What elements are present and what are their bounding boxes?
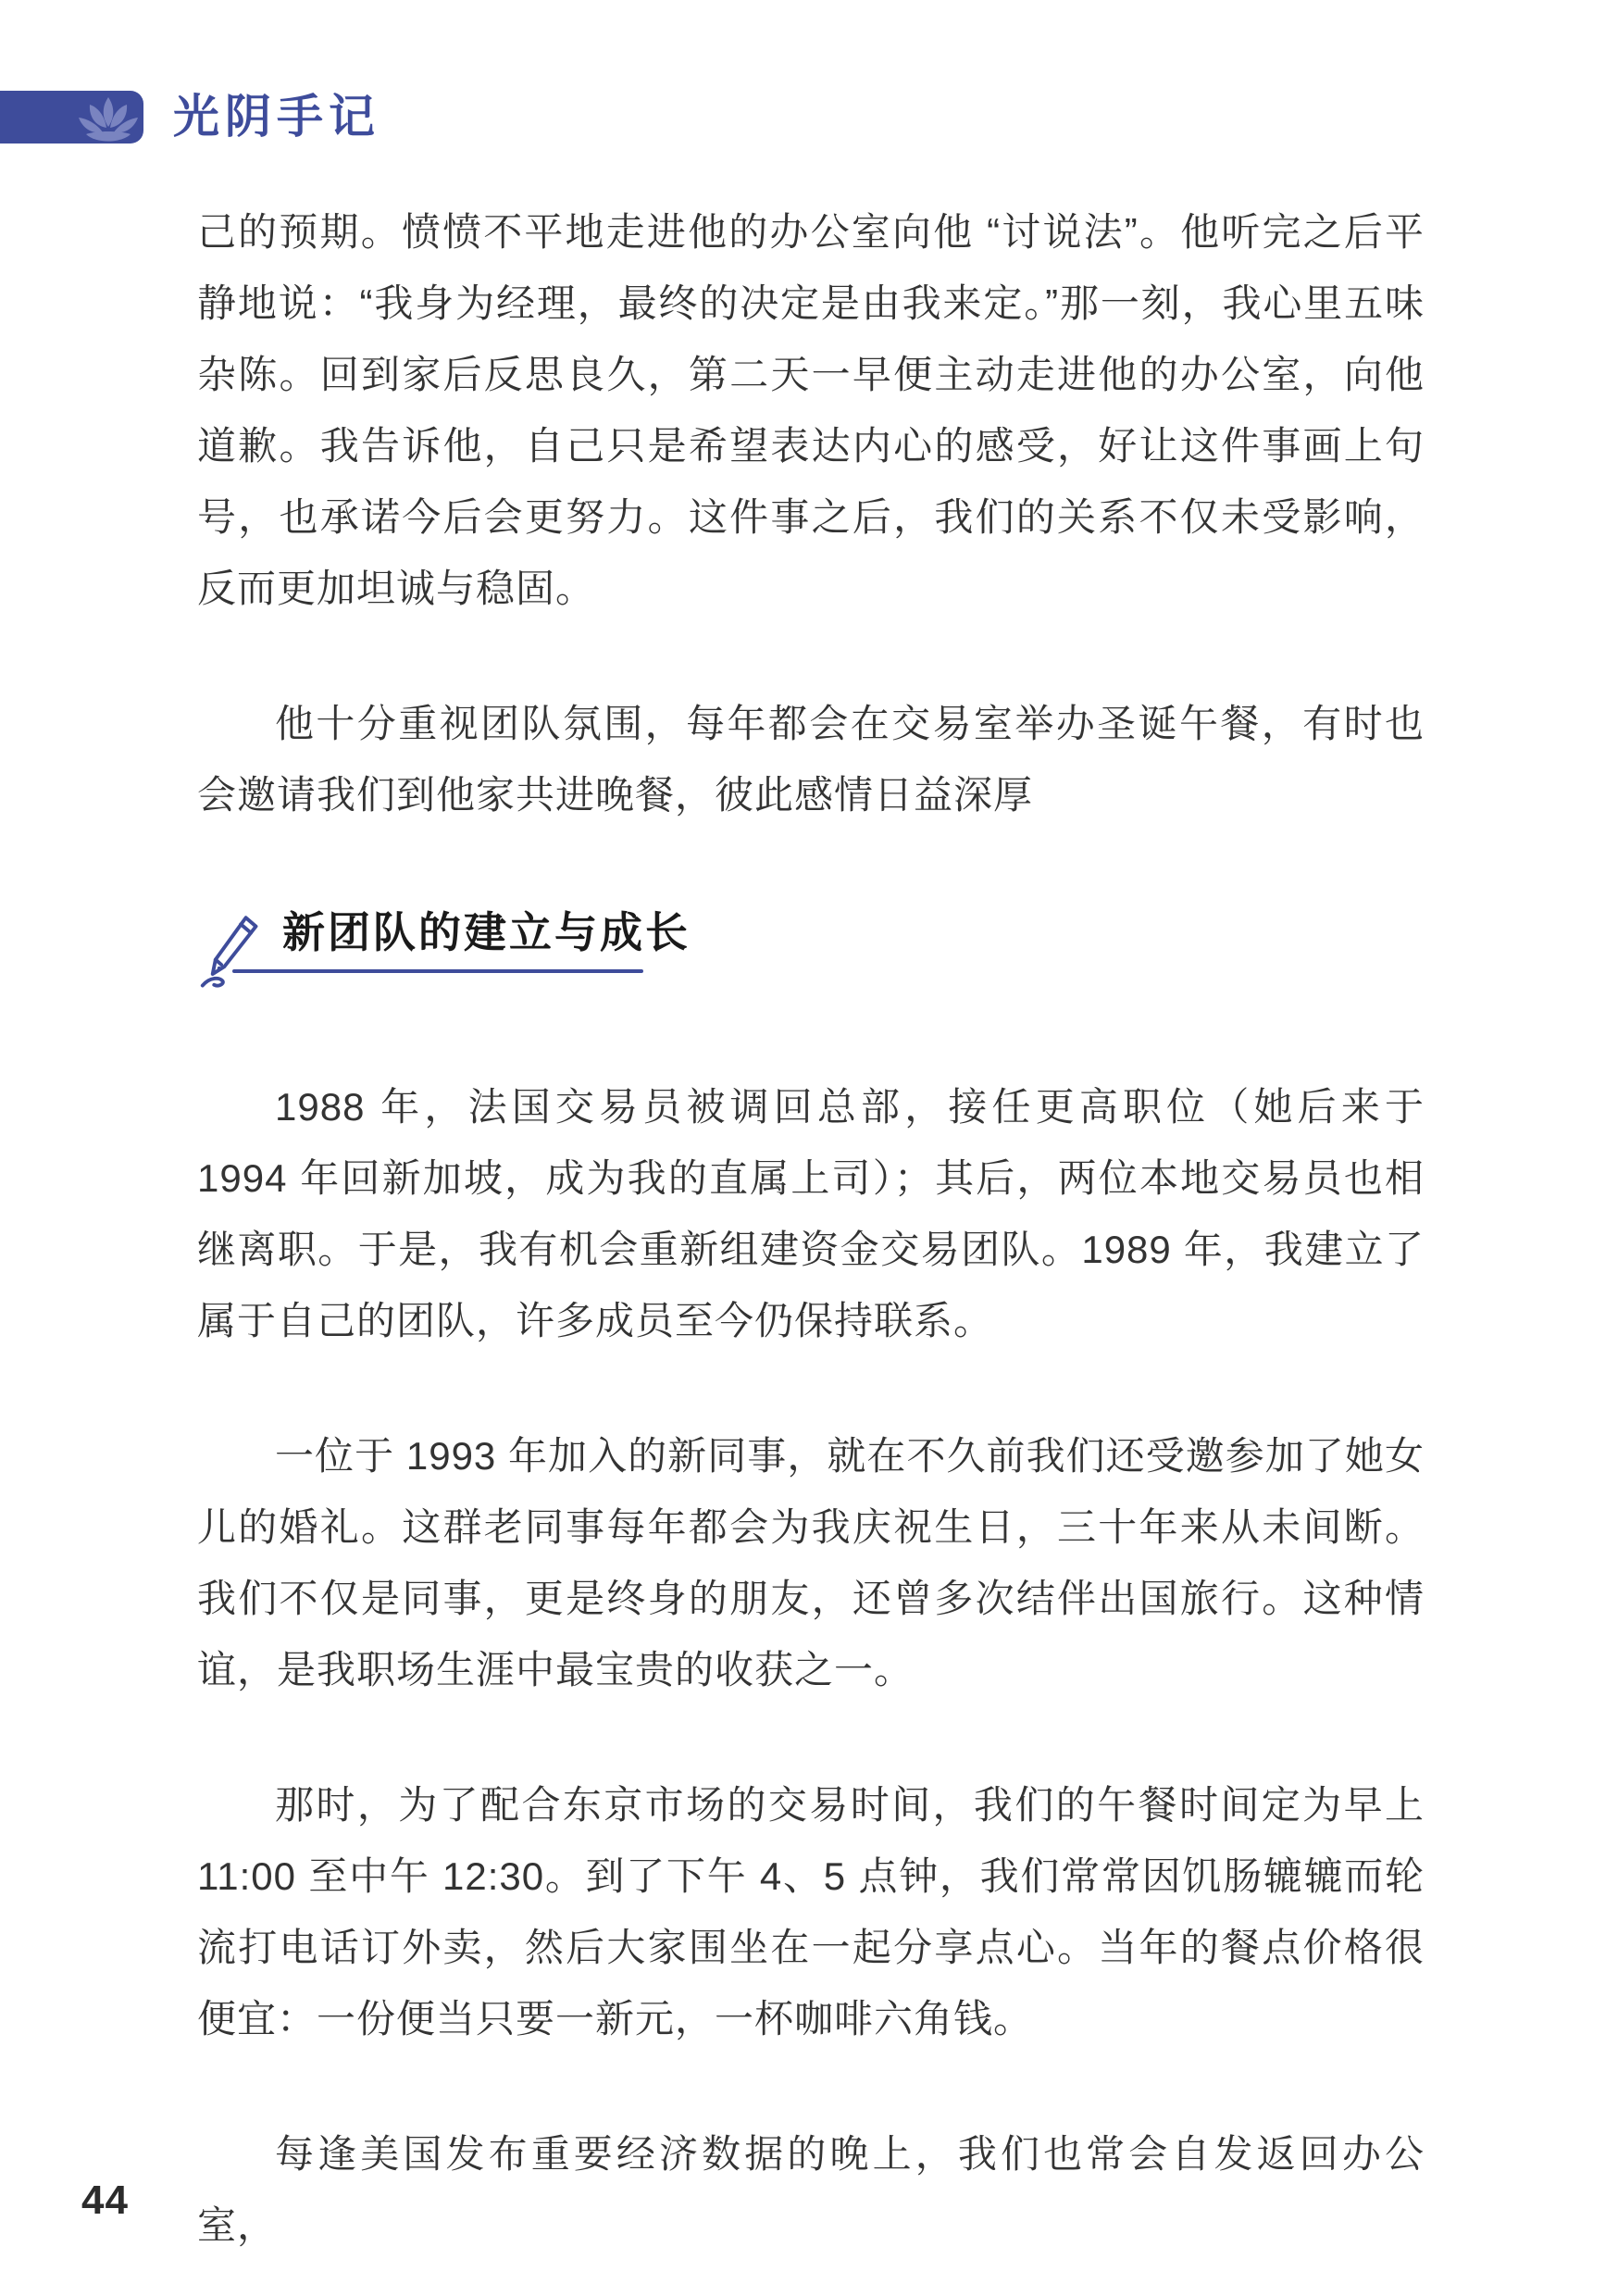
page-title: 光阴手记	[173, 91, 380, 143]
page-number: 44	[81, 2177, 129, 2223]
paragraph: 每逢美国发布重要经济数据的晚上，我们也常会自发返回办公室，	[197, 2132, 1425, 2247]
paragraph: 那时，为了配合东京市场的交易时间，我们的午餐时间定为早上 11:00 至中午 12:30。到了下午 4、5 点钟，我们常常因饥肠辘辘而轮流打电话订外卖，然后大家围坐在一起分享点心。当年的餐点价格很便宜：一份便当只要一新元，一杯咖啡六角钱。	[197, 1783, 1425, 2040]
paragraph: 己的预期。愤愤不平地走进他的办公室向他 “讨说法”。他听完之后平静地说：“我身为经理，最终的决定是由我来定。”那一刻，我心里五味杂陈。回到家后反思良久，第二天一早便主动走进他的办公室，向他道歉。我告诉他，自己只是希望表达内心的感受，好让这件事画上句号，也承诺今后会更努力。这件事之后，我们的关系不仅未受影响，反而更加坦诚与稳固。	[197, 210, 1425, 610]
paragraph: 他十分重视团队氛围，每年都会在交易室举办圣诞午餐，有时也会邀请我们到他家共进晚餐，彼此感情日益深厚	[197, 702, 1425, 817]
body-content	[197, 196, 1425, 2296]
pen-icon	[195, 912, 268, 997]
header-logo-bar	[0, 91, 143, 144]
section-title: 新团队的建立与成长	[282, 908, 691, 956]
section-underline	[232, 969, 643, 973]
paragraph: 1988 年，法国交易员被调回总部，接任更高职位（她后来于 1994 年回新加坡，成为我的直属上司）；其后，两位本地交易员也相继离职。于是，我有机会重新组建资金交易团队。1989 年，我建立了属于自己的团队，许多成员至今仍保持联系。	[197, 1085, 1425, 1342]
section-heading-block	[197, 908, 1425, 997]
page-header	[0, 91, 380, 144]
paragraph: 一位于 1993 年加入的新同事，就在不久前我们还受邀参加了她女儿的婚礼。这群老同事每年都会为我庆祝生日，三十年来从未间断。我们不仅是同事，更是终身的朋友，还曾多次结伴出国旅行。这种情谊，是我职场生涯中最宝贵的收获之一。	[197, 1434, 1425, 1691]
